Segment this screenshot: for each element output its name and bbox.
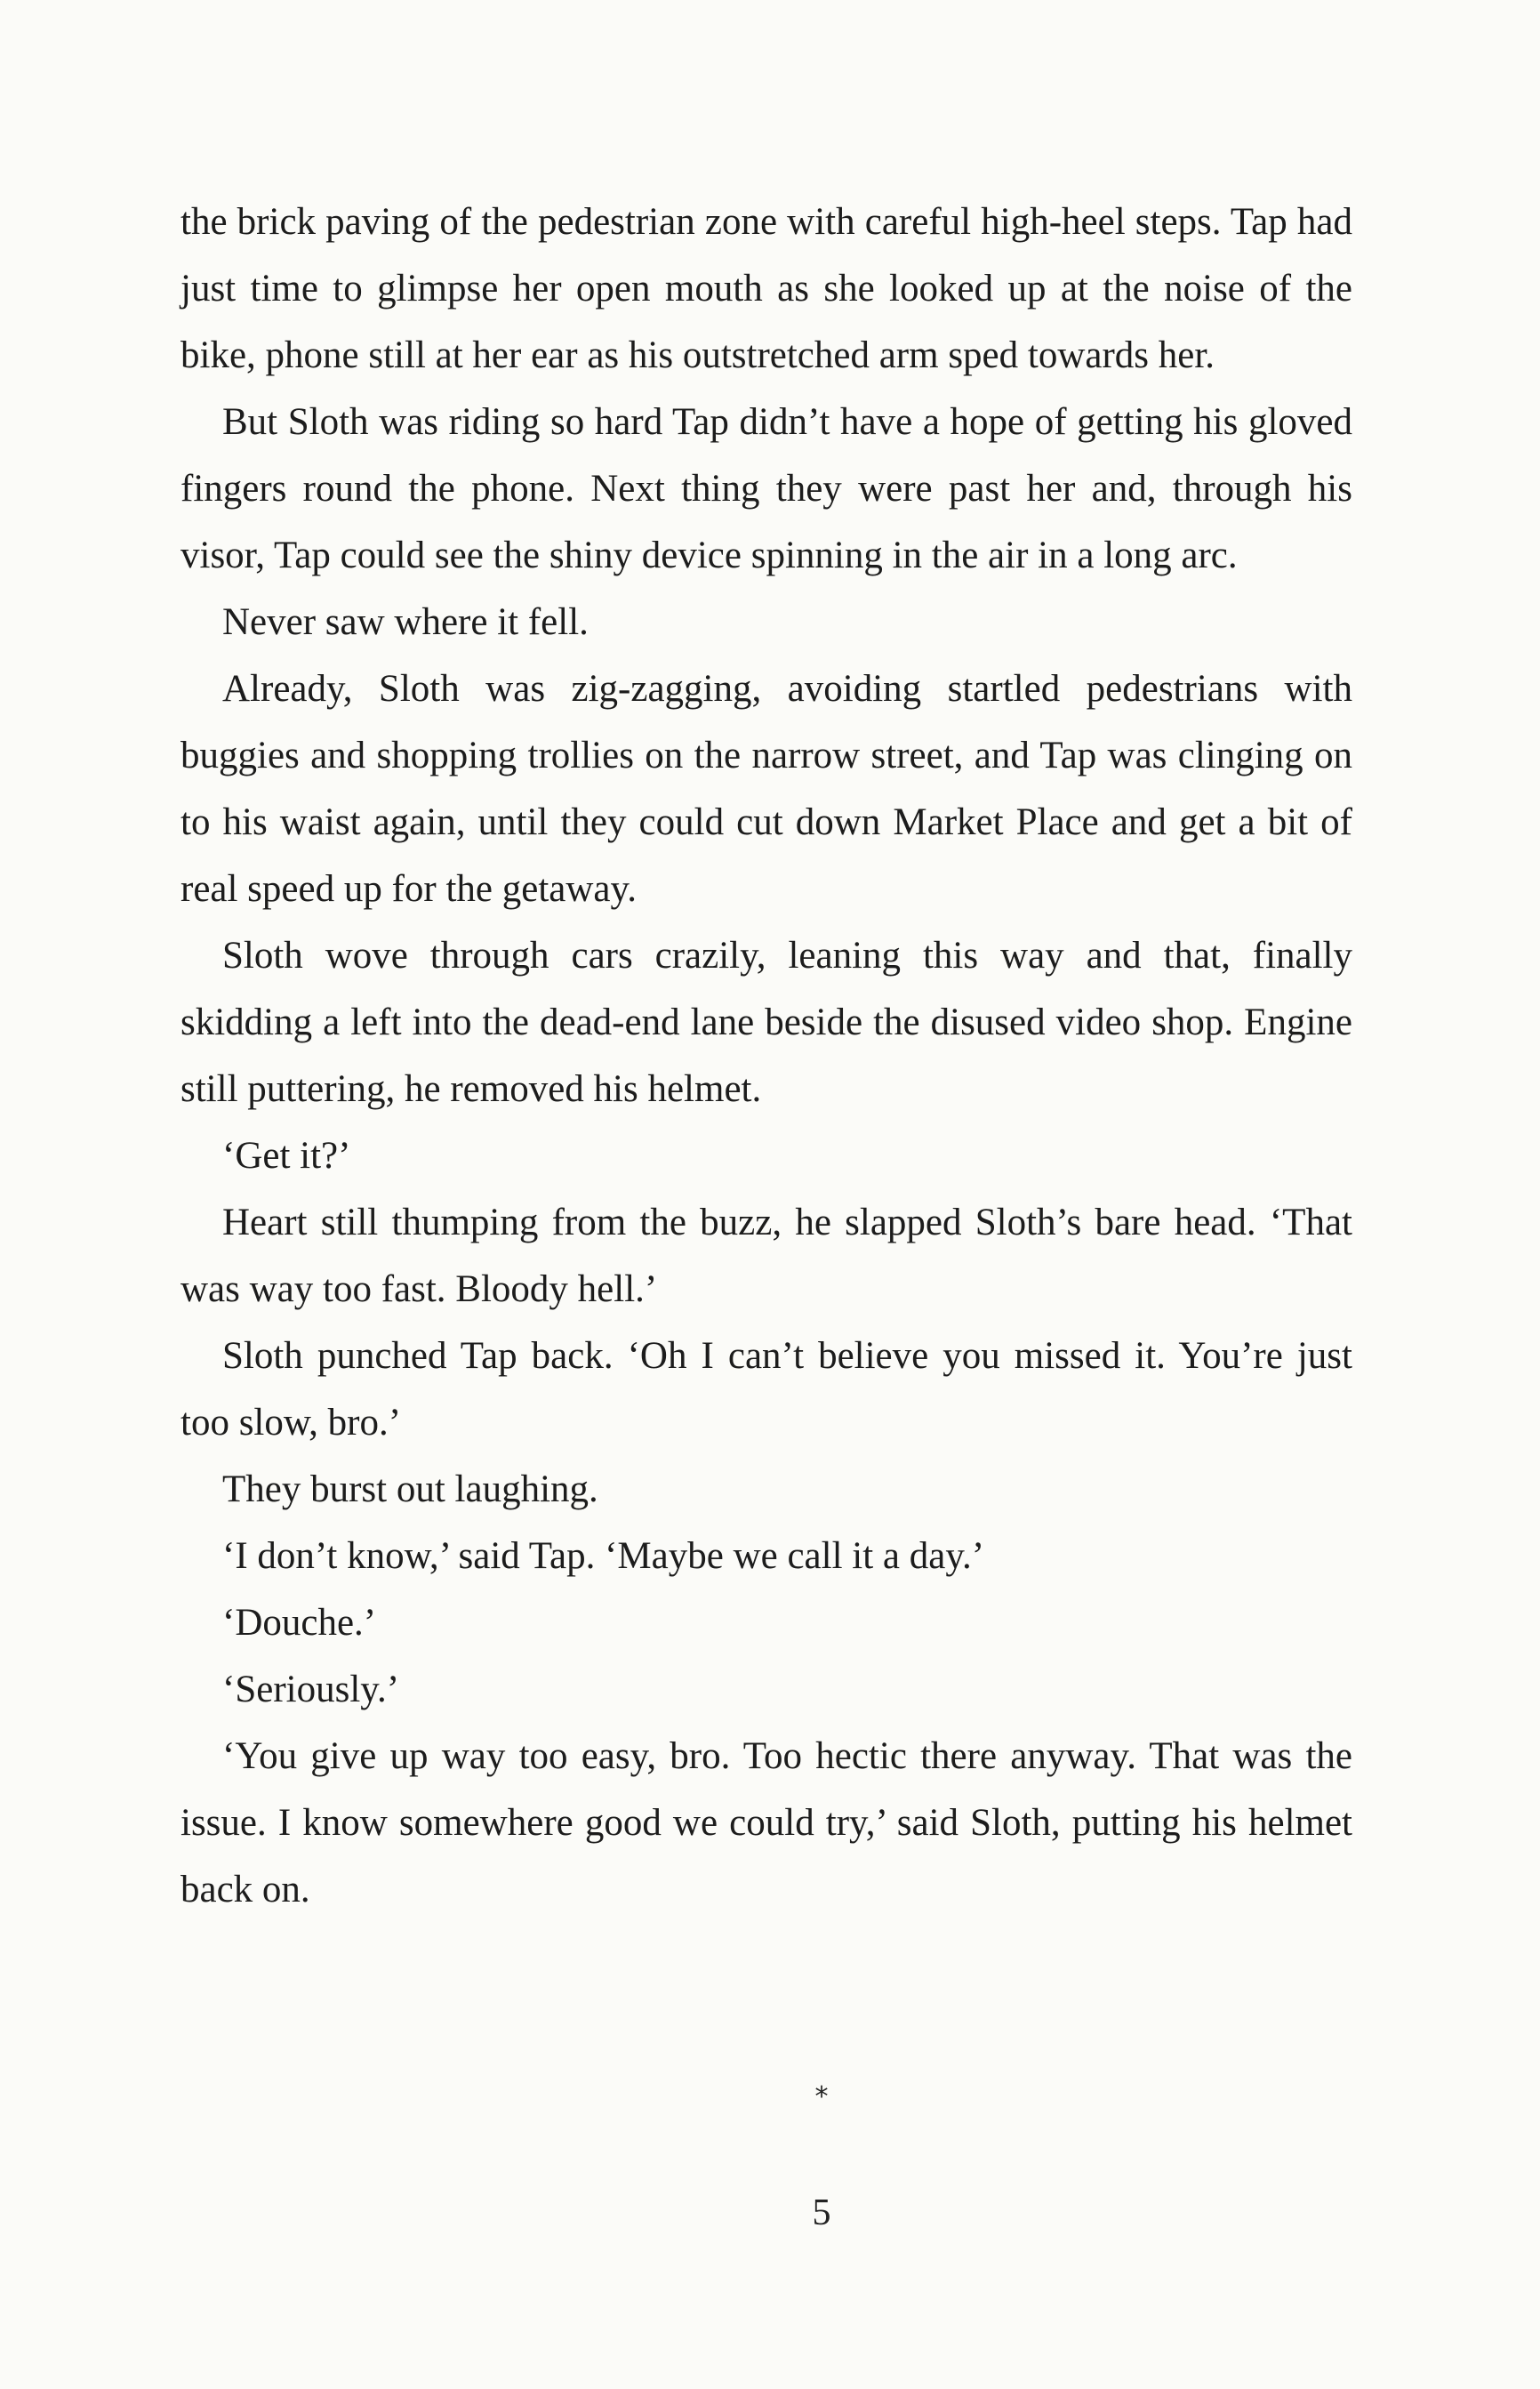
paragraph: Sloth punched Tap back. ‘Oh I can’t believe you missed it. You’re just too slow, bro.’ <box>180 1335 1352 1444</box>
paragraph: Heart still thumping from the buzz, he slapped Sloth’s bare head. ‘That was way too fast. Bloody hell.’ <box>180 1202 1352 1310</box>
paragraph: the brick paving of the pedestrian zone with careful high-heel steps. Tap had just time to glimpse her open mouth as she looked up at the noise of the bike, phone still at her ear as his outstretched arm sped towards her. <box>180 201 1352 376</box>
paragraph: Never saw where it fell. <box>222 601 589 643</box>
paragraph: ‘I don’t know,’ said Tap. ‘Maybe we call it a day.’ <box>222 1535 985 1577</box>
paragraph: They burst out laughing. <box>222 1468 598 1510</box>
paragraph: ‘Get it?’ <box>222 1135 351 1177</box>
body-text <box>180 189 1352 1923</box>
paragraph: ‘You give up way too easy, bro. Too hectic there anyway. That was the issue. I know somewhere good we could try,’ said Sloth, putting his helmet back on. <box>180 1735 1352 1910</box>
paragraph: ‘Seriously.’ <box>222 1669 400 1710</box>
paragraph: But Sloth was riding so hard Tap didn’t have a hope of getting his gloved fingers round the phone. Next thing they were past her and, through his visor, Tap could see the shiny device spinning in the air in a long arc. <box>180 401 1352 576</box>
paragraph: ‘Douche.’ <box>222 1602 377 1644</box>
paragraph: Already, Sloth was zig-zagging, avoiding startled pedestrians with buggies and shopping trollies on the narrow street, and Tap was clinging on to his waist again, until they could cut down Market Place and get a bit of real speed up for the getaway. <box>180 668 1352 910</box>
paragraph: Sloth wove through cars crazily, leaning this way and that, finally skidding a left into the dead-end lane beside the disused video shop. Engine still puttering, he removed his helmet. <box>180 935 1352 1110</box>
page-number: 5 <box>812 2192 831 2233</box>
scene-break-asterisk: * <box>814 2081 829 2112</box>
